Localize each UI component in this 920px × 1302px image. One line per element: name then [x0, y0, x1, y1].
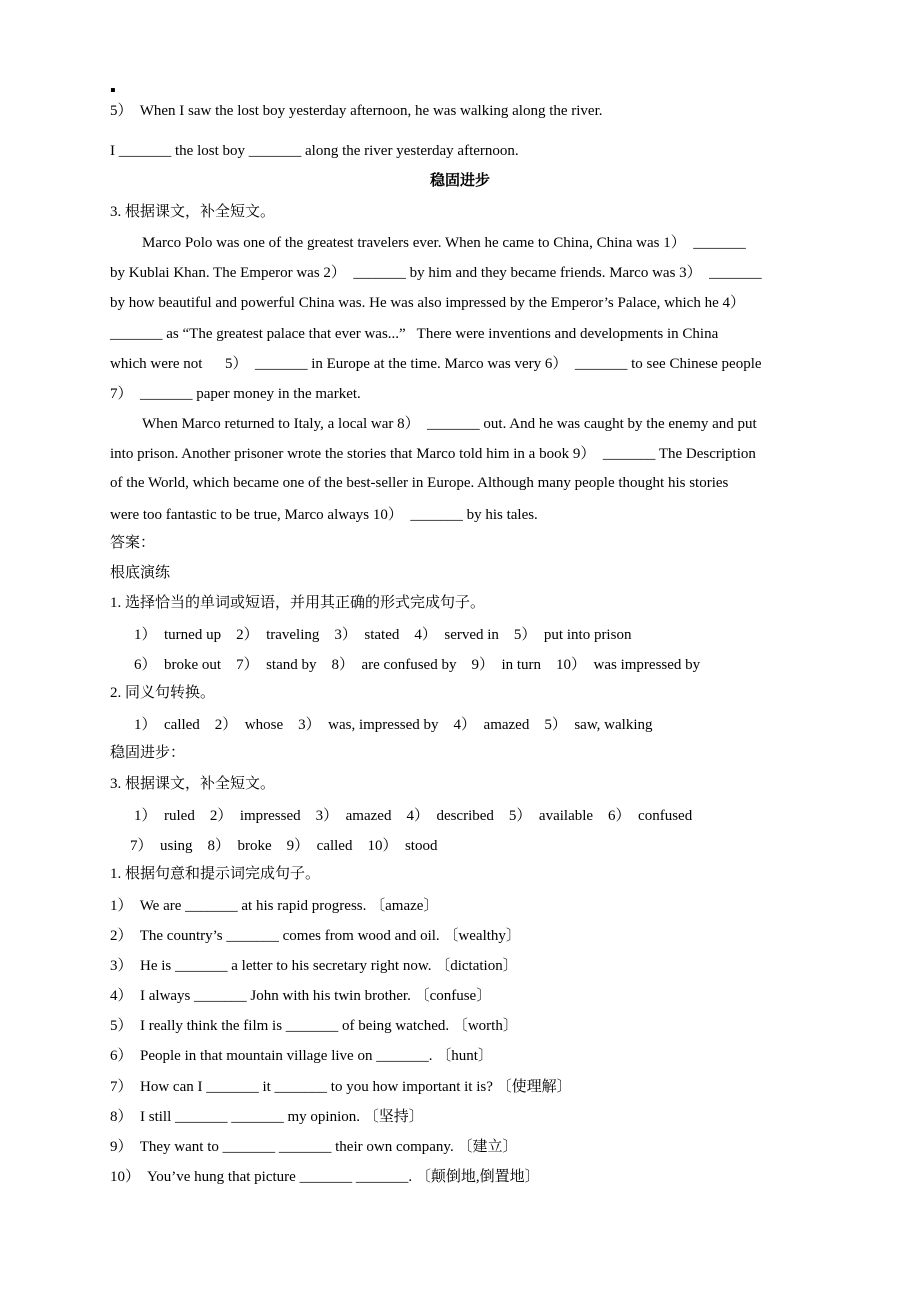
exercise-item: 2） The country’s _______ comes from wood and oil. 〔wealthy〕	[110, 928, 521, 944]
exercise-item: 5） I really think the film is _______ of being watched. 〔worth〕	[110, 1018, 518, 1034]
exercise-item: 7） How can I _______ it _______ to you how important it is? 〔使理解〕	[110, 1079, 572, 1095]
passage-line: 7） _______ paper money in the market.	[110, 386, 361, 402]
exercise-item: 1） We are _______ at his rapid progress. 〔amaze〕	[110, 898, 439, 914]
passage-line: were too fantastic to be true, Marco always 10） _______ by his tales.	[110, 507, 538, 523]
passage-line: which were not 5） _______ in Europe at the time. Marco was very 6） _______ to see Chinese people	[110, 356, 762, 372]
passage-line: When Marco returned to Italy, a local war 8） _______ out. And he was caught by the enemy and put	[142, 416, 757, 432]
section-heading-progress-answers: 稳固进步：	[110, 745, 186, 761]
instruction-complete-sentences: 1. 根据句意和提示词完成句子。	[110, 866, 321, 882]
exercise-item: 6） People in that mountain village live on _______. 〔hunt〕	[110, 1048, 493, 1064]
answer-row: 1） called 2） whose 3） was, impressed by 4） amazed 5） saw, walking	[134, 717, 653, 733]
answer-row: 1） ruled 2） impressed 3） amazed 4） described 5） available 6） confused	[134, 808, 693, 824]
exercise-item: 3） He is _______ a letter to his secretary right now. 〔dictation〕	[110, 958, 518, 974]
section-heading-basics: 根底演练	[110, 565, 171, 581]
passage-line: Marco Polo was one of the greatest travelers ever. When he came to China, China was 1） _______	[142, 235, 746, 251]
passage-line: of the World, which became one of the best-seller in Europe. Although many people thought his stories	[110, 475, 729, 491]
exercise-item: 10） You’ve hung that picture _______ _______. 〔颠倒地,倒置地〕	[110, 1169, 540, 1185]
passage-line: _______ as “The greatest palace that ever was...” There were inventions and developments in China	[110, 326, 719, 342]
answer-row: 1） turned up 2） traveling 3） stated 4） served in 5） put into prison	[134, 627, 632, 643]
passage-line: by Kublai Khan. The Emperor was 2） _______ by him and they became friends. Marco was 3） _______	[110, 265, 762, 281]
instruction-2: 2. 同义句转换。	[110, 685, 216, 701]
passage-line: into prison. Another prisoner wrote the stories that Marco told him in a book 9） _______ The Description	[110, 446, 756, 462]
exercise-item: 9） They want to _______ _______ their own company. 〔建立〕	[110, 1139, 518, 1155]
exercise-item: 8） I still _______ _______ my opinion. 〔坚持〕	[110, 1109, 424, 1125]
instruction-3: 3. 根据课文，补全短文。	[110, 204, 276, 220]
exercise-item: 4） I always _______ John with his twin brother. 〔confuse〕	[110, 988, 492, 1004]
exercise-5-original: 5） When I saw the lost boy yesterday afternoon, he was walking along the river.	[110, 103, 603, 119]
passage-line: by how beautiful and powerful China was. He was also impressed by the Emperor’s Palace, which he 4）	[110, 295, 745, 311]
exercise-5-rewrite: I _______ the lost boy _______ along the river yesterday afternoon.	[110, 143, 519, 159]
section-heading-progress: 稳固进步	[429, 173, 490, 189]
answer-row: 7） using 8） broke 9） called 10） stood	[130, 838, 438, 854]
answer-row: 6） broke out 7） stand by 8） are confused by 9） in turn 10） was impressed by	[134, 657, 701, 673]
bullet-dot: ▪	[110, 82, 116, 99]
instruction-1: 1. 选择恰当的单词或短语，并用其正确的形式完成句子。	[110, 595, 486, 611]
answers-heading: 答案：	[110, 535, 156, 551]
instruction-3-answers: 3. 根据课文，补全短文。	[110, 776, 276, 792]
